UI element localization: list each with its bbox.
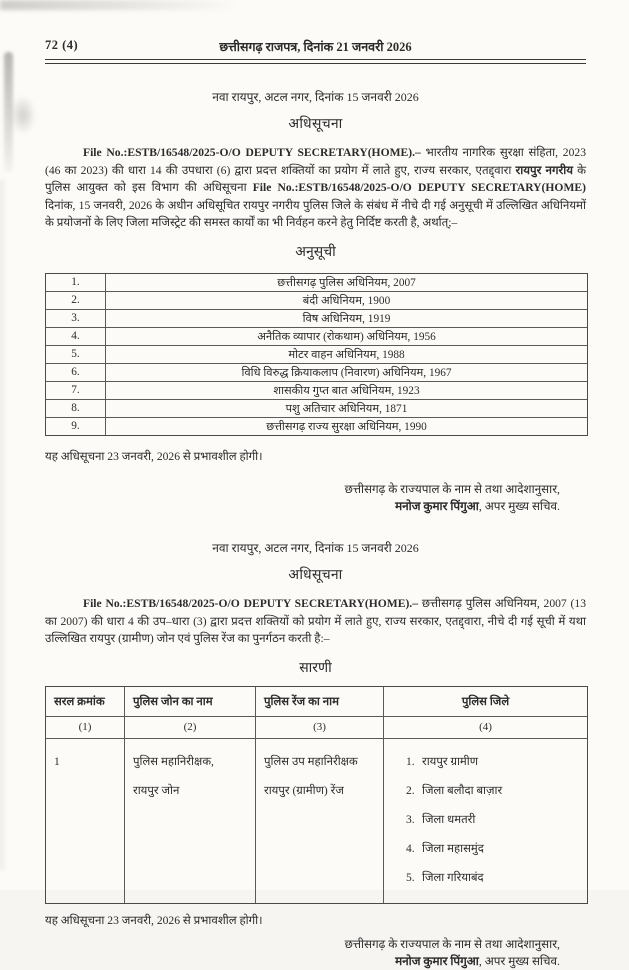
- districts-cell: [384, 739, 587, 903]
- paragraph-text: भारतीय नागरिक सुरक्षा संहिता, 2023 (46 का 2023) की धारा 14 की उपधारा (6) द्वारा प्रदत्त शक्तियों का प्रयोग में लाते हुए, राज्य सरकार, एतद्द्वारा: [45, 146, 586, 177]
- act-cell: छत्तीसगढ़ राज्य सुरक्षा अधिनियम, 1990: [266, 420, 427, 433]
- table-row: [46, 274, 587, 291]
- table-row: [46, 309, 587, 327]
- bold-phrase: रायपुर नगरीय: [515, 163, 578, 177]
- column-number: (2): [125, 717, 256, 738]
- signoff-name: मनोज कुमार पिंगुआ: [395, 953, 479, 968]
- district-number: 4.: [406, 842, 415, 855]
- signoff-order-line: छत्तीसगढ़ के राज्यपाल के नाम से तथा आदेशानुसार,: [344, 481, 560, 496]
- column-number: (3): [256, 717, 384, 738]
- serial-cell: 6.: [46, 364, 106, 381]
- column-header: पुलिस जिले: [461, 695, 510, 708]
- serial-cell: 1.: [46, 274, 106, 291]
- signoff-name-line: [45, 953, 560, 970]
- table-heading: सारणी: [299, 660, 332, 676]
- range-cell: [256, 739, 384, 903]
- schedule-heading: अनुसूची: [295, 244, 336, 260]
- signoff-name-line: [45, 498, 560, 515]
- notification-body-paragraph: [45, 595, 586, 648]
- table-row: [46, 327, 587, 345]
- district-number: 5.: [406, 871, 415, 884]
- notification-body-paragraph: [45, 144, 586, 232]
- district-name: जिला महासमुंद: [422, 842, 484, 855]
- district-item: [392, 835, 579, 864]
- serial-cell: 9.: [46, 418, 106, 435]
- signoff-designation: , अपर मुख्य सचिव.: [478, 953, 560, 968]
- range-line: पुलिस उप महानिरीक्षक: [264, 755, 358, 768]
- district-item: [392, 748, 579, 777]
- district-item: [392, 777, 579, 806]
- act-cell: पशु अतिचार अधिनियम, 1871: [285, 402, 408, 415]
- table-body-row: [46, 739, 587, 903]
- district-item: [392, 864, 579, 893]
- serial-cell: 8.: [46, 400, 106, 417]
- table-header-row: [46, 687, 587, 717]
- district-name: जिला गरियाबंद: [422, 871, 484, 884]
- serial-cell: 1: [46, 739, 125, 903]
- dateline: नवा रायपुर, अटल नगर, दिनांक 15 जनवरी 2026: [212, 540, 419, 555]
- signoff-block: [45, 481, 586, 515]
- notification-1: [45, 88, 586, 515]
- column-number: (1): [46, 717, 125, 738]
- signoff-order-line: छत्तीसगढ़ के राज्यपाल के नाम से तथा आदेशानुसार,: [344, 936, 560, 951]
- zone-line: पुलिस महानिरीक्षक,: [133, 755, 214, 768]
- zone-cell: [125, 739, 256, 903]
- district-number: 2.: [406, 784, 415, 797]
- dateline: नवा रायपुर, अटल नगर, दिनांक 15 जनवरी 2026: [212, 90, 419, 104]
- schedule-table: [45, 273, 588, 436]
- serial-cell: 2.: [46, 292, 106, 309]
- table-row: [46, 345, 587, 363]
- serial-cell: 4.: [46, 328, 106, 345]
- page-number: 72 (4): [45, 38, 79, 52]
- district-name: जिला बलौदा बाज़ार: [422, 784, 503, 797]
- table-row: [46, 399, 587, 417]
- gazette-title: छत्तीसगढ़ राजपत्र, दिनांक 21 जनवरी 2026: [219, 40, 412, 54]
- act-cell: विधि विरुद्ध क्रियाकलाप (निवारण) अधिनियम, 1967: [241, 366, 452, 379]
- range-line: रायपुर (ग्रामीण) रेंज: [264, 784, 344, 797]
- act-cell: छत्तीसगढ़ पुलिस अधिनियम, 2007: [277, 276, 416, 289]
- column-header: पुलिस जोन का नाम: [125, 687, 256, 716]
- zone-line: रायपुर जोन: [133, 784, 180, 797]
- signoff-name: मनोज कुमार पिंगुआ: [395, 498, 479, 513]
- effective-date-line: यह अधिसूचना 23 जनवरी, 2026 से प्रभावशील होगी।: [45, 913, 263, 927]
- signoff-block: [45, 936, 586, 970]
- district-number: 3.: [406, 813, 415, 826]
- notification-heading: अधिसूचना: [288, 567, 343, 583]
- table-row: [46, 291, 587, 309]
- file-number-text: File No.:ESTB/16548/2025-O/O DEPUTY SECRETARY(HOME).–: [83, 146, 426, 159]
- paragraph-text: के पुलिस आयुक्त को इस विभाग की अधिसूचना: [45, 163, 587, 195]
- district-number: 1.: [406, 755, 415, 768]
- column-header: सरल क्रमांक: [46, 687, 125, 716]
- header-double-rule: [45, 59, 586, 64]
- district-name: जिला धमतरी: [422, 813, 476, 826]
- district-item: [392, 806, 579, 835]
- table-row: [46, 417, 587, 435]
- file-number-text: File No.:ESTB/16548/2025-O/O DEPUTY SECRETARY(HOME): [252, 181, 586, 195]
- effective-date-line: यह अधिसूचना 23 जनवरी, 2026 से प्रभावशील होगी।: [45, 449, 263, 463]
- act-cell: अनैतिक व्यापार (रोकथाम) अधिनियम, 1956: [257, 330, 436, 343]
- paragraph-text: छत्तीसगढ़ पुलिस अधिनियम, 2007 (13 का 2007) की धारा 4 की उप–धारा (3) द्वारा प्रदत्त शक्तियों को प्रयोग में लाते हुए, राज्य सरकार, एतद्द्वारा, नीचे दी गई सूची में यथा उल्लिखित रायपुर (ग्रामीण) जोन एवं पुलिस रेंज का पुनर्गठन करती है:–: [45, 596, 586, 646]
- column-header: पुलिस रेंज का नाम: [256, 687, 384, 716]
- act-cell: विष अधिनियम, 1919: [302, 312, 391, 325]
- serial-cell: 3.: [46, 310, 106, 327]
- paragraph-text: दिनांक, 15 जनवरी, 2026 के अधीन अधिसूचित रायपुर नगरीय पुलिस जिले के संबंध में नीचे दी गई अनुसूची में उल्लिखित अधिनियमों के प्रयोजनों के लिए जिला मजिस्ट्रेट की समस्त कार्यों का भी निर्वहन करने हेतु निर्दिष्ट करती है, अर्थात्;–: [45, 198, 586, 230]
- reorganisation-table: [45, 686, 588, 904]
- district-name: रायपुर ग्रामीण: [422, 755, 479, 768]
- column-number: (4): [479, 720, 492, 733]
- act-cell: मोटर वाहन अधिनियम, 1988: [288, 348, 405, 361]
- serial-cell: 5.: [46, 346, 106, 363]
- column-number-row: [46, 717, 587, 739]
- serial-cell: 7.: [46, 382, 106, 399]
- table-row: [46, 363, 587, 381]
- running-header: [45, 38, 586, 54]
- notification-2: [45, 539, 586, 970]
- table-row: [46, 381, 587, 399]
- file-number-text: File No.:ESTB/16548/2025-O/O DEPUTY SECRETARY(HOME).–: [83, 596, 422, 610]
- act-cell: शासकीय गुप्त बात अधिनियम, 1923: [273, 384, 420, 397]
- notification-heading: अधिसूचना: [288, 117, 343, 132]
- act-cell: बंदी अधिनियम, 1900: [302, 294, 391, 307]
- signoff-designation: , अपर मुख्य सचिव.: [478, 498, 560, 513]
